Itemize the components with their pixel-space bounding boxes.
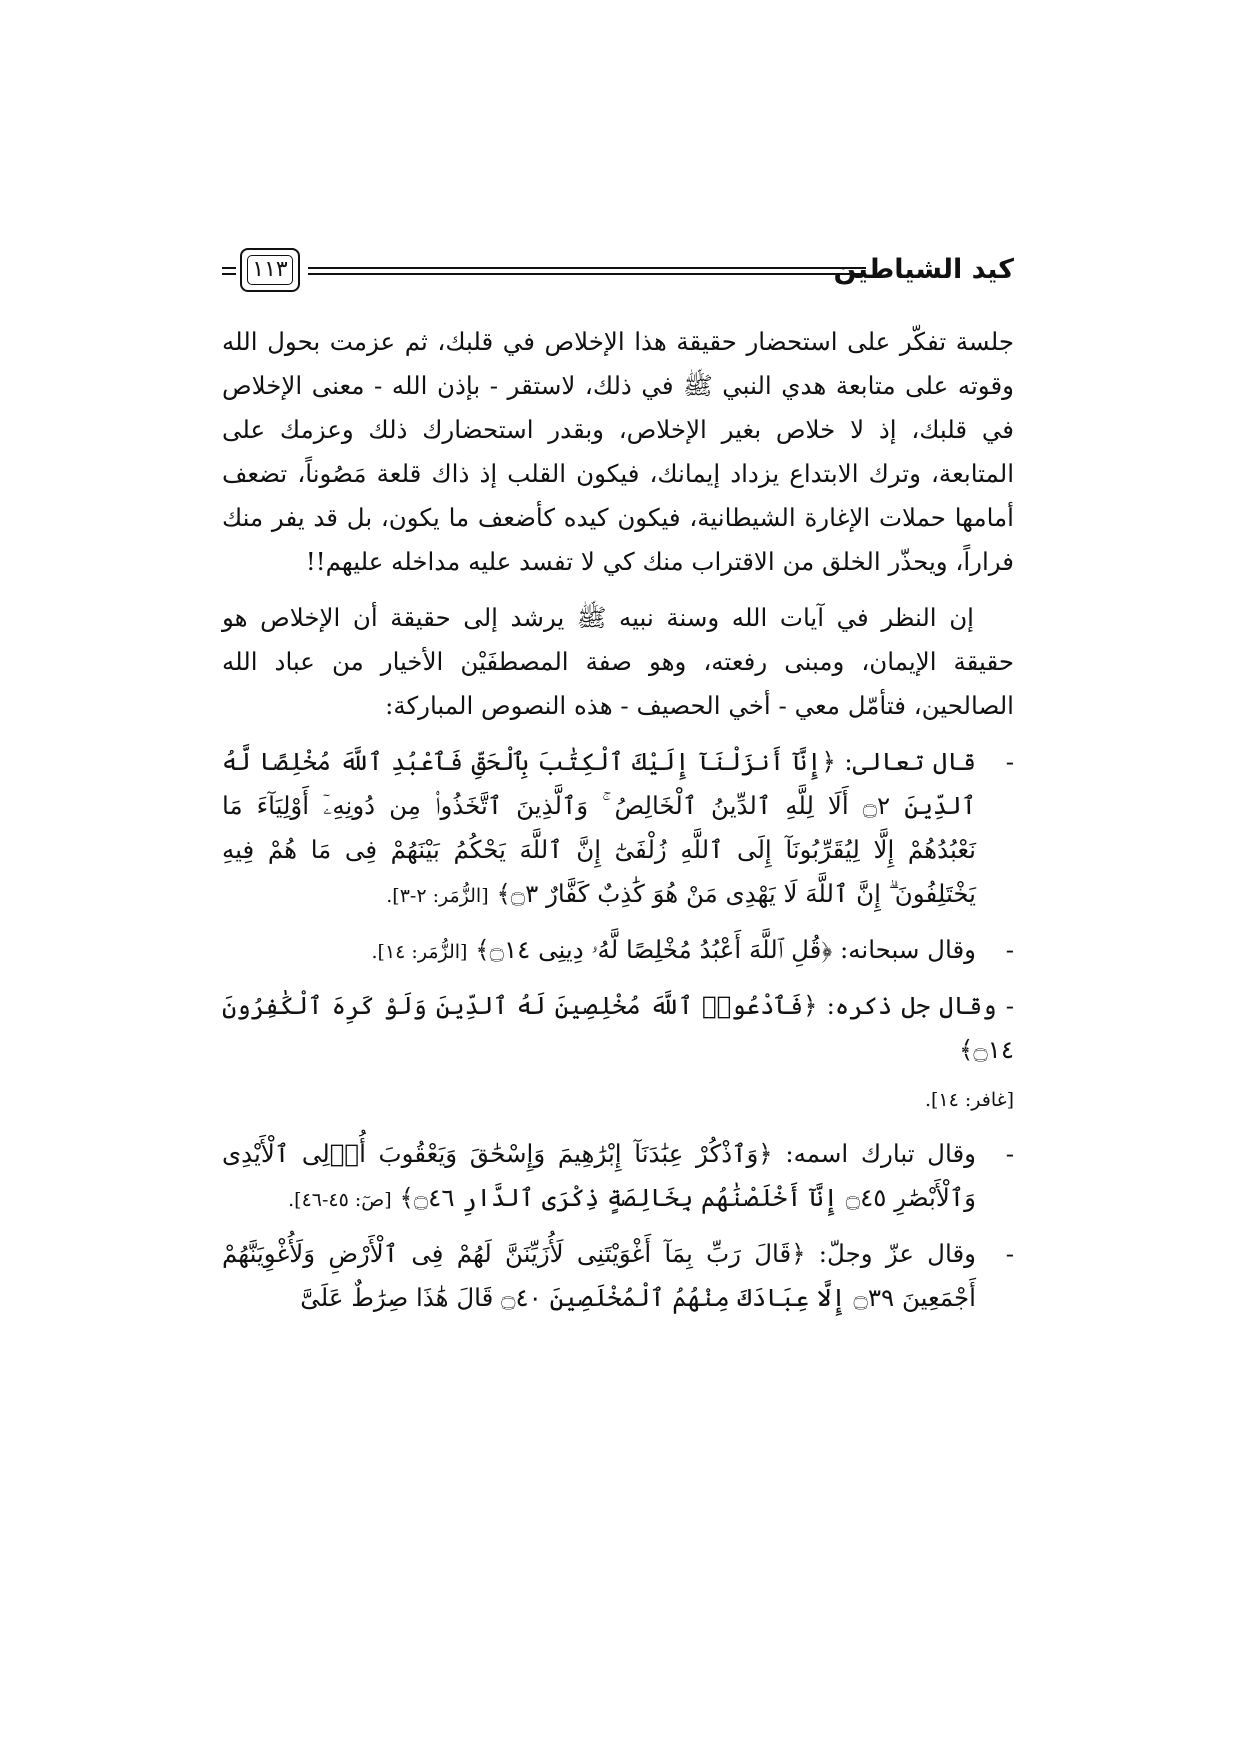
page-number: ١١٣ [247,255,293,285]
bullet-dash: - [1005,935,1014,964]
quran-verse: ﴿قُلِ ٱللَّهَ أَعْبُدُ مُخْلِصًا لَّهُۥ دِينِى ۝١٤﴾ [475,935,833,964]
page-header [222,248,1014,296]
bullet-dash: - [1005,747,1014,776]
verse-reference: [الزُّمَر: ٢-٣]. [386,885,489,907]
quote-item [222,984,1014,1072]
quote-item [222,1232,1014,1320]
paragraph: جلسة تفكّر على استحضار حقيقة هذا الإخلاص في قلبك، ثم عزمت بحول الله وقوته على متابعة هدي النبي ﷺ في ذلك، لاستقر - بإذن الله - معنى الإخلاص في قلبك، إذ لا خلاص بغير الإخلاص، وبقدر استحضارك ذلك وعزمك على المتابعة، وترك الابتداع يزداد إيمانك، فيكون القلب إذ ذاك قلعة مَصُوناً، تضعف أمامها حملات الإغارة الشيطانية، فيكون كيده كأضعف ما يكون، بل قد يفر منك فراراً، ويحذّر الخلق من الاقتراب منك كي لا تفسد عليه مداخله عليهم!! [222,327,1014,576]
book-title: كيد الشياطين [833,254,1014,285]
page-body [222,320,1014,1330]
header-rule-short [222,267,236,275]
quran-verse: ﴿قَالَ رَبِّ بِمَآ أَغْوَيْتَنِى لَأُزَيِّنَنَّ لَهُمْ فِى ٱلْأَرْضِ وَلَأُغْوِيَنَّهُمْ أَجْمَعِينَ ۝٣٩ إِلَّا عِبَادَكَ مِنْهُمُ ٱلْمُخْلَصِينَ ۝٤٠ قَالَ هَٰذَا صِرَٰطٌ عَلَىَّ [222,1239,976,1312]
quote-item [222,1132,1014,1222]
quote-item [222,740,1014,918]
paragraph: إن النظر في آيات الله وسنة نبيه ﷺ يرشد إلى حقيقة أن الإخلاص هو حقيقة الإيمان، ومبنى رفعته، وهو صفة المصطفَيْن الأخيار من عباد الله الصالحين، فتأمّل معي - أخي الحصيف - هذه النصوص المباركة: [222,603,1014,720]
quran-verse: ﴿إِنَّآ أَنزَلْنَآ إِلَيْكَ ٱلْكِتَٰبَ بِٱلْحَقِّ فَٱعْبُدِ ٱللَّهَ مُخْلِصًا لَّهُ ٱلدِّينَ ۝٢ أَلَا لِلَّهِ ٱلدِّينُ ٱلْخَالِصُ ۚ وَٱلَّذِينَ ٱتَّخَذُوا۟ مِن دُونِهِۦٓ أَوْلِيَآءَ مَا نَعْبُدُهُمْ إِلَّا لِيُقَرِّبُونَآ إِلَى ٱللَّهِ زُلْفَىٰٓ إِنَّ ٱللَّهَ يَحْكُمُ بَيْنَهُمْ فِى مَا هُمْ فِيهِ يَخْتَلِفُونَ ۗ إِنَّ ٱللَّهَ لَا يَهْدِى مَنْ هُوَ كَٰذِبٌ كَفَّارٌ ۝٣﴾ [222,747,976,908]
quran-verse: ﴿فَٱدْعُوا۟ ٱللَّهَ مُخْلِصِينَ لَهُ ٱلدِّينَ وَلَوْ كَرِهَ ٱلْكَٰفِرُونَ ۝١٤﴾ [222,991,1014,1064]
quote-intro: قال تعالى: [844,747,976,776]
verse-reference: [الزُّمَر: ١٤]. [371,941,468,963]
quote-intro: وقال عزّ وجلّ: [818,1239,976,1268]
page-number-frame [240,248,300,292]
quote-intro: وقال تبارك اسمه: [785,1139,976,1168]
bullet-dash: - [1005,1139,1014,1168]
quran-verse: ﴿وَٱذْكُرْ عِبَٰدَنَآ إِبْرَٰهِيمَ وَإِسْحَٰقَ وَيَعْقُوبَ أُو۟لِى ٱلْأَيْدِى وَٱلْأَبْصَٰرِ ۝٤٥ إِنَّآ أَخْلَصْنَٰهُم بِخَالِصَةٍ ذِكْرَى ٱلدَّارِ ۝٤٦﴾ [222,1139,976,1212]
quote-intro: وقال سبحانه: [839,935,976,964]
bullet-dash: - [1005,1239,1014,1268]
bullet-dash: - [1005,991,1014,1020]
quote-item [222,928,1014,974]
verse-reference: [غافر: ١٤]. [924,1089,1014,1111]
verse-reference: [صٓ: ٤٥-٤٦]. [288,1189,392,1211]
quote-intro: وقال جل ذكره: [826,991,997,1020]
header-rule [308,267,866,275]
